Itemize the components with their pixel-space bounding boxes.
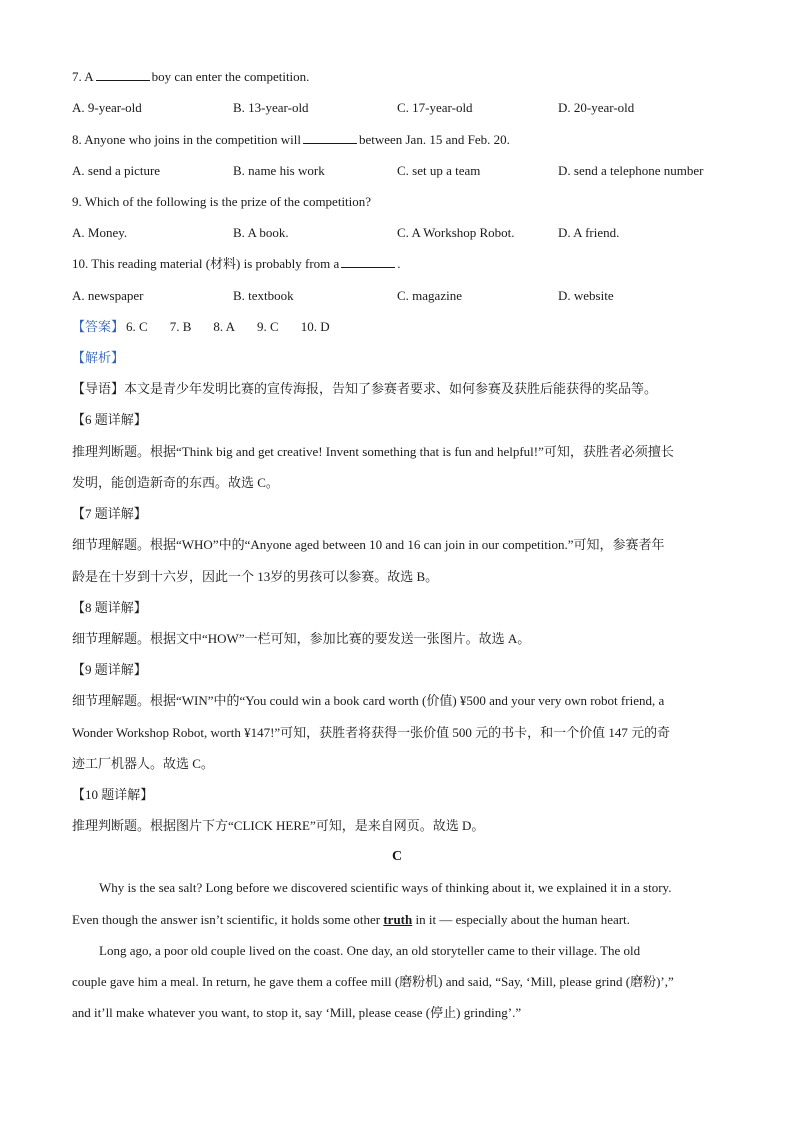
passage-text: in it — especially about the human heart. [412,912,630,927]
detail-6-label: 【6 题详解】 [72,412,147,427]
q10-stem-before: 10. This reading material (材料) is probably from a [72,256,340,271]
detail-10-label: 【10 题详解】 [72,787,154,802]
q10-stem-after: . [397,256,401,271]
q7-option-b: B. 13-year-old [233,100,309,115]
q7-option-d: D. 20-year-old [558,100,635,115]
detail-9-line: Wonder Workshop Robot, worth ¥147!”可知，获胜者将获得一张价值 500 元的书卡，和一个价值 147 元的奇 [72,725,671,740]
detail-8-line: 细节理解题。根据文中“HOW”一栏可知，参加比赛的要发送一张图片。故选 A。 [72,631,531,646]
q8-option-c: C. set up a team [397,163,481,178]
answer-line [72,319,352,335]
q8-option-b: B. name his work [233,163,325,178]
detail-7-line: 龄是在十岁到十六岁，因此一个 13岁的男孩可以参赛。故选 B。 [72,569,439,584]
detail-9-line: 细节理解题。根据“WIN”中的“You could win a book card worth (价值) ¥500 and your very own robot friend, a [72,693,665,708]
q7-option-c: C. 17-year-old [397,100,473,115]
passage-paragraph-2-line-2: couple gave him a meal. In return, he gave them a coffee mill (磨粉机) and said, “Say, ‘Mill, please grind (磨粉)’,” [72,974,674,989]
passage-paragraph-1-line-1: Why is the sea salt? Long before we discovered scientific ways of thinking about it, we explained it in a story. [99,880,672,895]
question-7-stem [72,69,309,85]
q7-option-a: A. 9-year-old [72,100,142,115]
q9-option-a: A. Money. [72,225,128,240]
detail-8-label: 【8 题详解】 [72,600,147,615]
guide-text: 本文是青少年发明比赛的宣传海报，告知了参赛者要求、如何参赛及获胜后能获得的奖品等。 [124,381,658,396]
guide-line [72,381,657,397]
q8-option-d: D. send a telephone number [558,163,704,178]
question-10-stem [72,256,401,272]
passage-keyword: truth [383,912,413,927]
passage-text: Even though the answer isn’t scientific, it holds some other [72,912,384,927]
detail-9-line: 迹工厂机器人。故选 C。 [72,756,214,771]
answer-item: 6. C [126,319,148,334]
q7-stem-after: boy can enter the competition. [151,69,310,84]
passage-paragraph-2-line-1: Long ago, a poor old couple lived on the coast. One day, an old storyteller came to their village. The old [99,943,641,958]
analysis-label: 【解析】 [72,350,125,365]
detail-10-line: 推理判断题。根据图片下方“CLICK HERE”可知，是来自网页。故选 D。 [72,818,485,833]
q8-stem-before: 8. Anyone who joins in the competition will [72,132,301,147]
passage-paragraph-1-line-2 [72,912,630,928]
detail-9-label: 【9 题详解】 [72,662,147,677]
q9-option-b: B. A book. [233,225,289,240]
question-8-stem [72,132,510,148]
q9-option-d: D. A friend. [558,225,620,240]
detail-7-label: 【7 题详解】 [72,506,147,521]
q10-option-c: C. magazine [397,288,462,303]
q7-stem-before: 7. A [72,69,94,84]
guide-label: 【导语】 [72,381,125,396]
passage-paragraph-2-line-3: and it’ll make whatever you want, to stop it, say ‘Mill, please cease (停止) grinding’.” [72,1005,522,1020]
answer-item: 8. A [213,319,236,334]
q8-option-a: A. send a picture [72,163,161,178]
question-9-stem: 9. Which of the following is the prize of the competition? [72,194,372,209]
answer-item: 7. B [169,319,192,334]
answer-blank [341,256,395,268]
answer-blank [96,69,150,81]
q8-stem-after: between Jan. 15 and Feb. 20. [358,132,510,147]
q10-option-b: B. textbook [233,288,294,303]
answer-item: 9. C [257,319,279,334]
q9-option-c: C. A Workshop Robot. [397,225,515,240]
q10-option-a: A. newspaper [72,288,144,303]
detail-6-line: 推理判断题。根据“Think big and get creative! Invent something that is fun and helpful!”可知，获胜者必须擅长 [72,444,674,459]
answer-label: 【答案】 [72,319,125,334]
q10-option-d: D. website [558,288,614,303]
answer-blank [303,132,357,144]
section-c-title: C [391,849,403,864]
detail-7-line: 细节理解题。根据“WHO”中的“Anyone aged between 10 and 16 can join in our competition.”可知，参赛者年 [72,537,665,552]
detail-6-line: 发明，能创造新奇的东西。故选 C。 [72,475,279,490]
answer-item: 10. D [300,319,330,334]
